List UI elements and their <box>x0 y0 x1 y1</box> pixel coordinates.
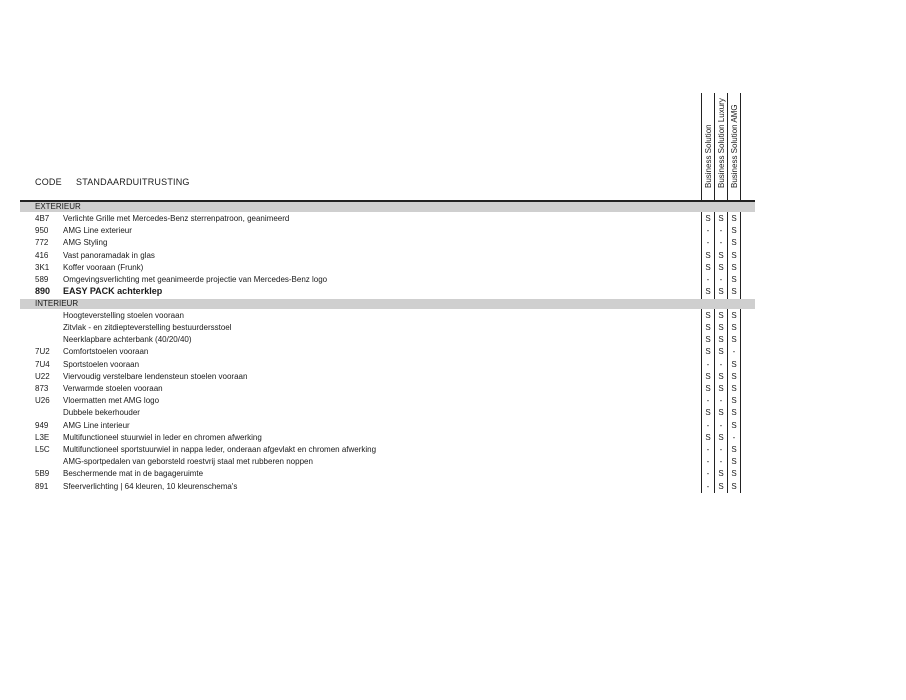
availability-cell: S <box>731 226 737 236</box>
availability-cell: S <box>731 469 737 479</box>
option-code: 772 <box>35 238 49 248</box>
option-description: Omgevingsverlichting met geanimeerde projectie van Mercedes-Benz logo <box>63 275 328 284</box>
availability-cell: S <box>731 214 737 223</box>
availability-cell: S <box>705 383 711 393</box>
availability-cell: S <box>718 250 724 260</box>
availability-cell: - <box>732 432 736 442</box>
availability-cell: - <box>706 420 710 430</box>
section-label: EXTERIEUR <box>35 202 81 211</box>
option-description: Verwarmde stoelen vooraan <box>63 383 163 393</box>
availability-cell: S <box>731 408 737 418</box>
availability-cell: S <box>718 262 724 272</box>
option-description: Vast panoramadak in glas <box>63 250 155 260</box>
option-code: 949 <box>35 420 49 430</box>
option-description: Hoogteverstelling stoelen vooraan <box>63 310 184 320</box>
table-row <box>0 444 906 456</box>
availability-cell: - <box>706 444 710 454</box>
availability-cell: - <box>706 226 710 236</box>
availability-cell: S <box>731 335 737 345</box>
code-column-header: CODE <box>35 177 62 187</box>
table-row <box>0 250 906 262</box>
availability-cell: - <box>706 481 710 491</box>
availability-cell: S <box>718 408 724 418</box>
availability-cell: S <box>731 481 737 491</box>
availability-cell: - <box>706 359 710 369</box>
table-row <box>0 456 906 468</box>
option-code: U22 <box>35 371 50 381</box>
option-code: 7U4 <box>35 359 50 369</box>
column-header-business-solution: Business Solution <box>704 124 713 188</box>
option-description: Viervoudig verstelbare lendensteun stoelen vooraan <box>63 371 248 381</box>
option-code: 5B9 <box>35 469 50 479</box>
availability-cell: S <box>731 371 737 381</box>
table-row <box>0 407 906 419</box>
availability-cell: S <box>705 262 711 272</box>
table-row <box>0 346 906 358</box>
availability-cell: - <box>719 238 723 248</box>
availability-cell: S <box>731 238 737 248</box>
availability-cell: - <box>706 396 710 406</box>
availability-cell: S <box>718 322 724 332</box>
option-code: U26 <box>35 396 50 406</box>
option-description: Koffer vooraan (Frunk) <box>63 262 144 272</box>
availability-cell: S <box>718 481 724 491</box>
table-row <box>0 213 906 225</box>
option-description: Dubbele bekerhouder <box>63 408 140 418</box>
availability-cell: - <box>706 238 710 248</box>
option-description: Sfeerverlichting | 64 kleuren, 10 kleurenschema's <box>63 481 238 491</box>
table-row <box>0 395 906 407</box>
availability-cell: S <box>731 396 737 406</box>
table-row <box>0 383 906 395</box>
availability-cell: S <box>705 432 711 442</box>
option-code: 890 <box>35 286 51 297</box>
option-code: 589 <box>35 275 49 284</box>
column-header-business-solution-luxury: Business Solution Luxury <box>717 98 726 188</box>
availability-cell: S <box>705 335 711 345</box>
availability-cell: - <box>706 275 710 284</box>
table-row <box>0 237 906 249</box>
availability-cell: S <box>705 347 711 357</box>
option-description: Beschermende mat in de bagageruimte <box>63 469 204 479</box>
availability-cell: S <box>731 275 737 284</box>
option-description: Verlichte Grille met Mercedes-Benz sterrenpatroon, geanimeerd <box>63 214 290 223</box>
option-description: EASY PACK achterklep <box>63 286 163 297</box>
availability-cell: - <box>706 469 710 479</box>
availability-cell: S <box>718 371 724 381</box>
availability-cell: S <box>731 359 737 369</box>
availability-cell: S <box>705 287 711 297</box>
availability-cell: S <box>718 287 724 297</box>
availability-cell: - <box>719 457 723 467</box>
availability-cell: S <box>705 408 711 418</box>
availability-cell: - <box>719 444 723 454</box>
table-row <box>0 225 906 237</box>
option-description: AMG-sportpedalen van geborsteld roestvrij staal met rubberen noppen <box>63 457 313 467</box>
availability-cell: S <box>705 371 711 381</box>
option-description: AMG Line exterieur <box>63 226 132 236</box>
availability-cell: S <box>718 310 724 320</box>
availability-cell: S <box>718 335 724 345</box>
availability-cell: - <box>719 275 723 284</box>
availability-cell: S <box>731 250 737 260</box>
table-row <box>0 468 906 480</box>
table-row <box>0 262 906 274</box>
option-code: 950 <box>35 226 49 236</box>
availability-cell: S <box>705 310 711 320</box>
availability-cell: S <box>731 444 737 454</box>
availability-cell: S <box>731 322 737 332</box>
availability-cell: S <box>718 214 724 223</box>
availability-cell: S <box>705 214 711 223</box>
option-description: AMG Line interieur <box>63 420 130 430</box>
availability-cell: S <box>731 383 737 393</box>
availability-cell: S <box>731 262 737 272</box>
availability-cell: S <box>718 347 724 357</box>
availability-cell: S <box>718 432 724 442</box>
option-code: 873 <box>35 383 49 393</box>
option-code: 7U2 <box>35 347 50 357</box>
option-description: Sportstoelen vooraan <box>63 359 140 369</box>
section-header-exterieur <box>20 202 755 212</box>
option-description: Comfortstoelen vooraan <box>63 347 149 357</box>
option-description: Multifunctioneel stuurwiel in leder en chromen afwerking <box>63 432 262 442</box>
availability-cell: S <box>731 420 737 430</box>
table-row <box>0 286 906 298</box>
page-title: STANDAARDUITRUSTING <box>76 177 190 187</box>
table-row <box>0 371 906 383</box>
option-description: Zitvlak - en zitdiepteverstelling bestuurdersstoel <box>63 322 232 332</box>
availability-cell: S <box>705 322 711 332</box>
option-description: Neerklapbare achterbank (40/20/40) <box>63 335 192 345</box>
availability-cell: - <box>719 420 723 430</box>
availability-cell: - <box>732 347 736 357</box>
option-code: L5C <box>35 444 50 454</box>
availability-cell: - <box>706 457 710 467</box>
option-code: 3K1 <box>35 262 50 272</box>
availability-cell: - <box>719 396 723 406</box>
option-code: 891 <box>35 481 49 491</box>
option-description: Vloermatten met AMG logo <box>63 396 160 406</box>
table-row <box>0 359 906 371</box>
table-row <box>0 322 906 334</box>
availability-cell: S <box>718 469 724 479</box>
availability-cell: S <box>705 250 711 260</box>
availability-cell: S <box>718 383 724 393</box>
table-row <box>0 481 906 493</box>
table-row <box>0 420 906 432</box>
table-row <box>0 274 906 286</box>
availability-cell: - <box>719 226 723 236</box>
availability-cell: S <box>731 457 737 467</box>
availability-cell: S <box>731 310 737 320</box>
section-header-interieur <box>20 299 755 309</box>
option-description: Multifunctioneel sportstuurwiel in nappa leder, onderaan afgevlakt en chromen afwerking <box>63 444 377 454</box>
table-row <box>0 310 906 322</box>
availability-cell: - <box>719 359 723 369</box>
availability-cell: S <box>731 287 737 297</box>
option-code: L3E <box>35 432 50 442</box>
table-row <box>0 334 906 346</box>
option-code: 4B7 <box>35 214 50 223</box>
column-header-business-solution-amg: Business Solution AMG <box>730 104 739 188</box>
table-row <box>0 432 906 444</box>
section-label: INTERIEUR <box>35 298 79 308</box>
option-code: 416 <box>35 250 49 260</box>
option-description: AMG Styling <box>63 238 108 248</box>
